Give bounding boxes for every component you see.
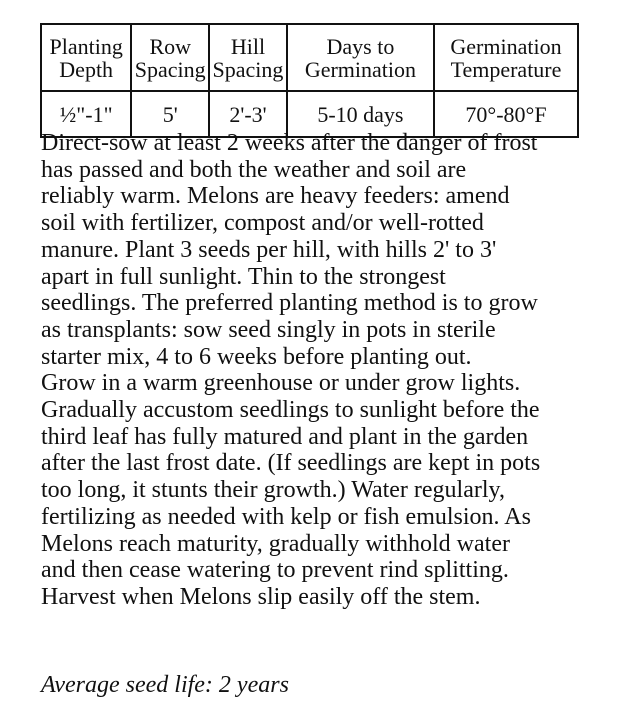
instruction-line: Direct-sow at least 2 weeks after the danger of frost (41, 130, 538, 156)
header-days-to-germination (287, 24, 434, 91)
header-line: Row (149, 34, 192, 59)
instruction-line: too long, it stunts their growth.) Water regularly, (41, 477, 505, 504)
instruction-line: Gradually accustom seedlings to sunlight before the (41, 397, 540, 424)
instruction-line: as transplants: sow seed singly in pots in sterile (41, 316, 496, 343)
planting-info-table (40, 23, 579, 138)
header-planting-depth (41, 24, 131, 91)
header-germination-temperature (434, 24, 578, 91)
planting-instructions (41, 130, 601, 611)
header-line: Germination (304, 57, 417, 82)
instruction-line: manure. Plant 3 seeds per hill, with hills 2' to 3' (41, 236, 497, 263)
value-germination-temperature: 70°-80°F (434, 91, 578, 137)
instruction-line: fertilizing as needed with kelp or fish emulsion. As (41, 503, 531, 530)
instruction-line: Grow in a warm greenhouse or under grow lights. (41, 370, 521, 397)
average-seed-life: Average seed life: 2 years (41, 672, 289, 698)
header-line: Temperature (450, 57, 562, 82)
header-row-spacing (131, 24, 209, 91)
instruction-line: seedlings. The preferred planting method is to grow (41, 290, 538, 317)
header-line: Spacing (212, 57, 284, 82)
header-line: Hill (230, 34, 266, 59)
header-line: Days to (326, 34, 395, 59)
header-hill-spacing (209, 24, 287, 91)
instruction-line: soil with fertilizer, compost and/or well-rotted (41, 210, 484, 237)
instruction-line: apart in full sunlight. Thin to the strongest (41, 263, 446, 290)
instruction-line: starter mix, 4 to 6 weeks before planting out. (41, 343, 472, 370)
instruction-line: reliably warm. Melons are heavy feeders: amend (41, 183, 510, 210)
instruction-line: Harvest when Melons slip easily off the stem. (41, 583, 481, 610)
header-line: Planting (49, 34, 123, 59)
instruction-line: third leaf has fully matured and plant in the garden (41, 423, 529, 450)
instruction-line: Melons reach maturity, gradually withhold water (41, 530, 510, 557)
instruction-line: has passed and both the weather and soil are (41, 156, 467, 183)
value-hill-spacing: 2'-3' (209, 91, 287, 137)
value-days-to-germination: 5-10 days (287, 91, 434, 137)
value-planting-depth: ½"-1" (41, 91, 131, 137)
header-line: Germination (450, 34, 562, 59)
instruction-line: after the last frost date. (If seedlings are kept in pots (41, 450, 541, 477)
table-header-row (41, 24, 578, 91)
value-row-spacing: 5' (131, 91, 209, 137)
header-line: Spacing (134, 57, 206, 82)
instruction-line: and then cease watering to prevent rind splitting. (41, 557, 509, 584)
header-line: Depth (59, 57, 114, 82)
